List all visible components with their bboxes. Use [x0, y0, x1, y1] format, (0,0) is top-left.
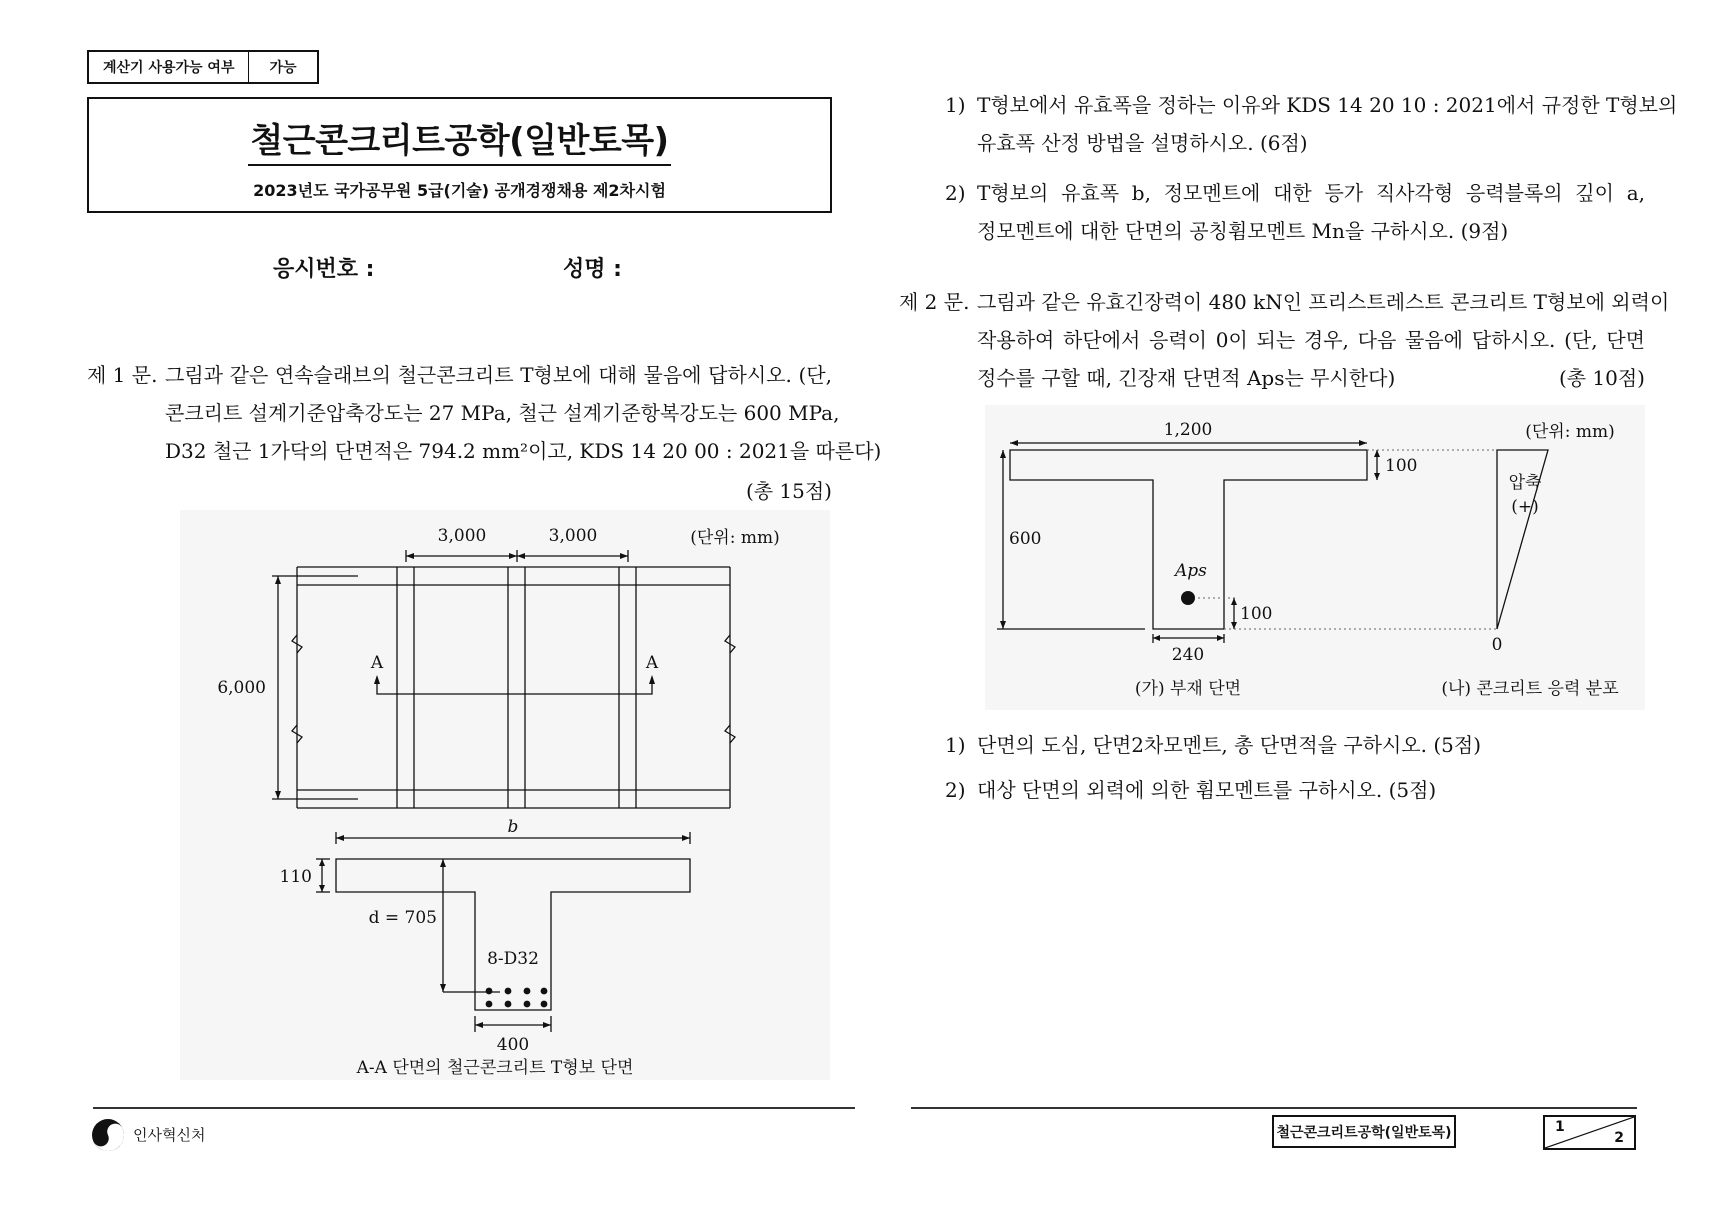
q1-line-1: 그림과 같은 연속슬래브의 철근콘크리트 T형보에 대해 물음에 답하시오. (단, — [165, 363, 832, 387]
exam-subtitle: 2023년도 국가공무원 5급(기술) 공개경쟁채용 제2차시험 — [253, 181, 666, 200]
name-label: 성명 : — [563, 257, 622, 282]
q1-depth-label: d = 705 — [368, 908, 437, 928]
calculator-label: 계산기 사용가능 여부 — [103, 60, 235, 76]
q1-number: 제 1 문. — [87, 363, 158, 387]
q2-sub2: 대상 단면의 외력에 의한 휨모멘트를 구하시오. (5점) — [977, 778, 1437, 802]
q1-sub2-number: 2) — [945, 181, 966, 205]
q1-line-3: D32 철근 1가닥의 단면적은 794.2 mm²이고, KDS 14 20 00 : 2021을 따른다) — [165, 439, 882, 463]
q1-sub1-number: 1) — [945, 93, 966, 117]
question-1 — [87, 0, 882, 520]
q1-span-1-label: 3,000 — [437, 526, 487, 546]
footer-divider-left — [93, 1107, 855, 1109]
q1-sub1-line-2: 유효폭 산정 방법을 설명하시오. (6점) — [977, 131, 1308, 155]
q1-sub1-line-1: T형보에서 유효폭을 정하는 이유와 KDS 14 20 10 : 2021에서 규정한 T형보의 — [977, 93, 1678, 117]
q1-span-2-label: 3,000 — [548, 526, 598, 546]
q1-figure-caption: A-A 단면의 철근콘크리트 T형보 단면 — [356, 1058, 634, 1078]
q1-section-mark-right: A — [645, 653, 659, 673]
page-total: 2 — [1614, 1130, 1624, 1146]
q2-compression-label: 압축 — [1508, 473, 1542, 493]
q2-subquestions — [945, 0, 1678, 820]
q2-sub1-number: 1) — [945, 733, 966, 757]
q2-points: (총 10점) — [1558, 366, 1645, 390]
q2-web-width-label: 240 — [1171, 645, 1205, 665]
q1-web-width-label: 400 — [496, 1035, 530, 1055]
q1-figure — [180, 510, 830, 1080]
q2-height-label: 600 — [1009, 529, 1042, 549]
footer-subject-box — [1272, 1115, 1456, 1148]
footer-divider-right — [911, 1107, 1637, 1109]
q2-zero-label: 0 — [1491, 635, 1503, 655]
q1-flange-thickness-label: 110 — [279, 867, 312, 887]
q1-line-2: 콘크리트 설계기준압축강도는 27 MPa, 철근 설계기준항복강도는 600 MPa, — [165, 401, 840, 425]
q2-tendon-offset-label: 100 — [1240, 604, 1273, 624]
q1-sub2-line-2: 정모멘트에 대한 단면의 공칭휨모멘트 Mn을 구하시오. (9점) — [977, 219, 1509, 243]
q1-unit-label: (단위: mm) — [690, 528, 780, 548]
calculator-value: 가능 — [248, 52, 316, 82]
q1-sub2-line-1: T형보의 유효폭 b, 정모멘트에 대한 등가 직사각형 응력블록의 깊이 a, — [977, 181, 1645, 205]
q2-number: 제 2 문. — [899, 290, 970, 314]
exam-number-label: 응시번호 : — [273, 257, 375, 282]
q2-caption-b: (나) 콘크리트 응력 분포 — [1441, 679, 1619, 699]
q2-flange-width-label: 1,200 — [1163, 420, 1213, 440]
q1-flange-width-label: b — [507, 817, 519, 837]
q1-rebar-label: 8-D32 — [487, 949, 539, 969]
q2-compression-sign: (+) — [1511, 497, 1539, 517]
page-current: 1 — [1555, 1119, 1565, 1135]
footer-org: 인사혁신처 — [133, 1126, 206, 1144]
q2-flange-thickness-label: 100 — [1385, 456, 1418, 476]
footer-subject: 철근콘크리트공학(일반토목) — [1276, 1124, 1452, 1141]
q2-unit-label: (단위: mm) — [1525, 422, 1615, 442]
page-title: 철근콘크리트공학(일반토목) — [248, 113, 670, 166]
q1-section-mark-left: A — [370, 653, 384, 673]
q2-sub1: 단면의 도심, 단면2차모멘트, 총 단면적을 구하시오. (5점) — [977, 733, 1481, 757]
q2-line-1: 그림과 같은 유효긴장력이 480 kN인 프리스트레스트 콘크리트 T형보에 외력이 — [977, 290, 1670, 314]
government-emblem-icon — [91, 1118, 125, 1152]
q2-sub2-number: 2) — [945, 778, 966, 802]
q1-height-label: 6,000 — [217, 678, 266, 698]
q2-line-3: 정수를 구할 때, 긴장재 단면적 Aps는 무시한다) — [977, 366, 1396, 390]
q1-points: (총 15점) — [745, 479, 832, 503]
q2-caption-a: (가) 부재 단면 — [1134, 679, 1242, 699]
q2-line-2: 작용하여 하단에서 응력이 0이 되는 경우, 다음 물음에 답하시오. (단, 단면 — [977, 328, 1645, 352]
q2-tendon-label: Aps — [1175, 561, 1207, 581]
page-number-box — [1543, 1115, 1636, 1150]
